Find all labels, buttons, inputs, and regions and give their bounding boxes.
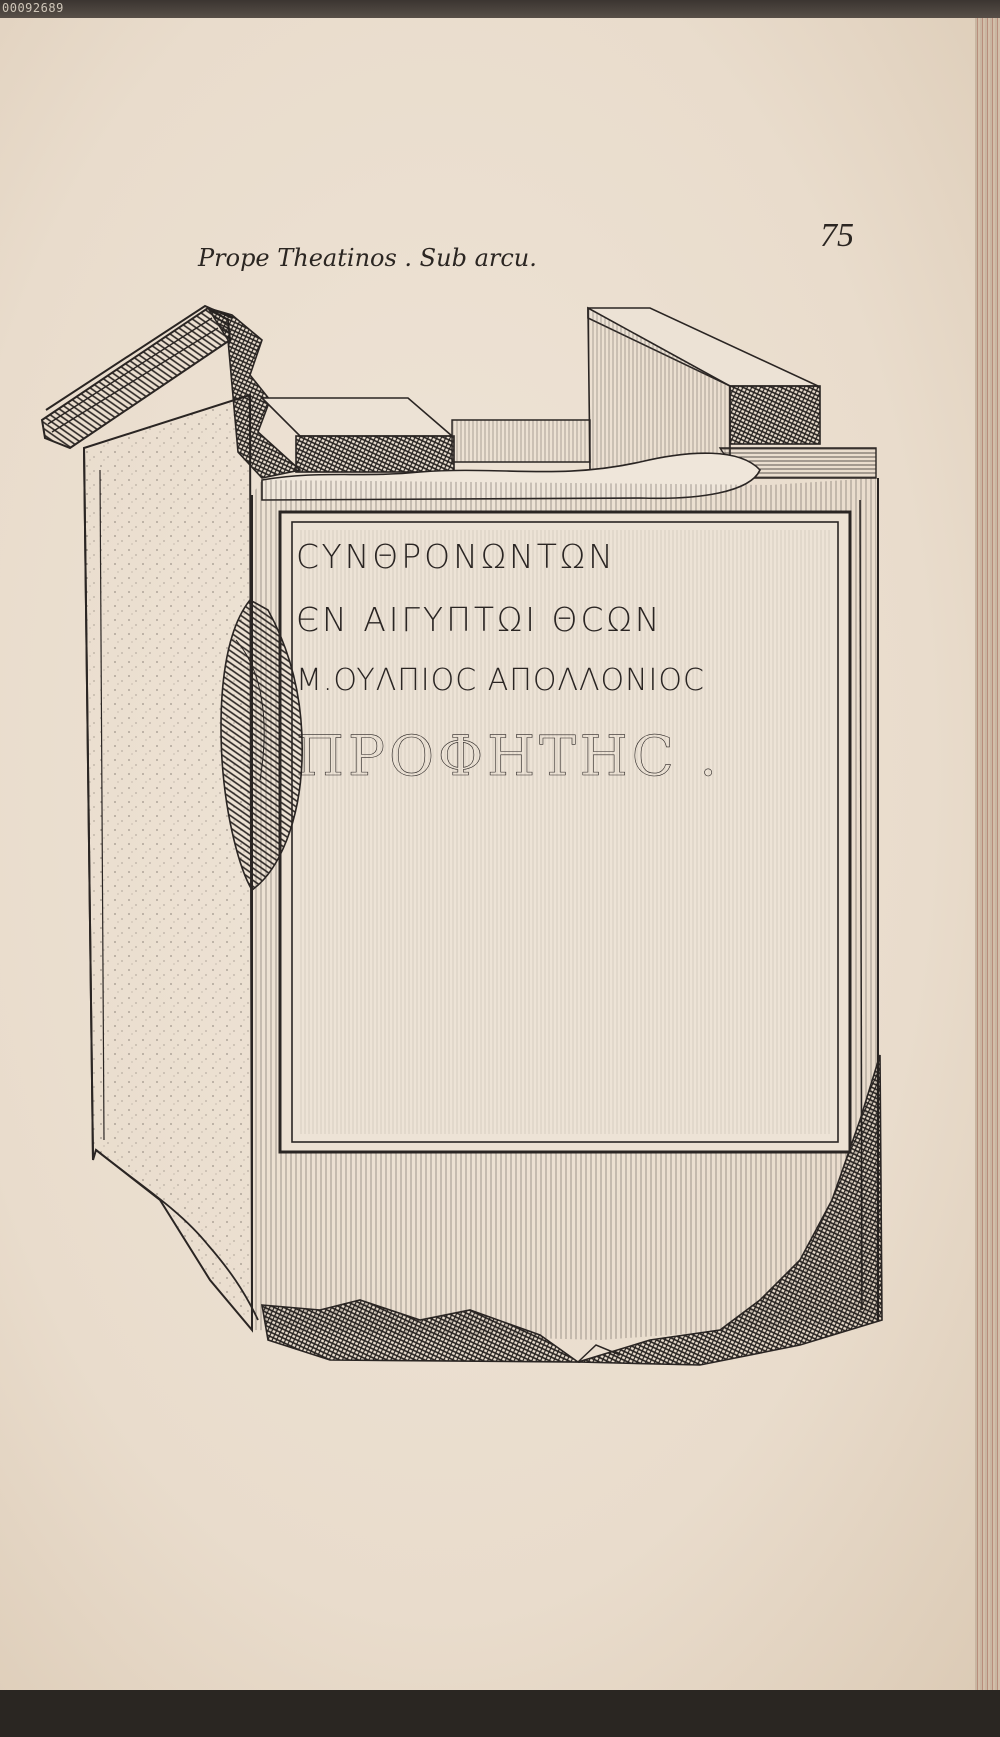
altar-left-side xyxy=(84,395,258,1330)
inscription-line-2: ЄN AIΓYΠTΩI ΘCΩN xyxy=(296,600,663,639)
inscription-line-1: CYNΘPONΩNTΩN xyxy=(296,537,616,576)
inscription-text xyxy=(296,537,826,792)
library-reference: 00092689 xyxy=(2,1,64,15)
plate-caption: Prope Theatinos . Sub arcu. xyxy=(198,244,537,272)
inscription-line-3: M.OYΛΠIOC AΠOΛΛONIOC xyxy=(296,663,705,698)
inscription-line-4: ΠPOΦHTHC . xyxy=(296,724,721,788)
altar-top-blocks xyxy=(262,308,876,500)
folio-number: 75 xyxy=(820,217,854,254)
